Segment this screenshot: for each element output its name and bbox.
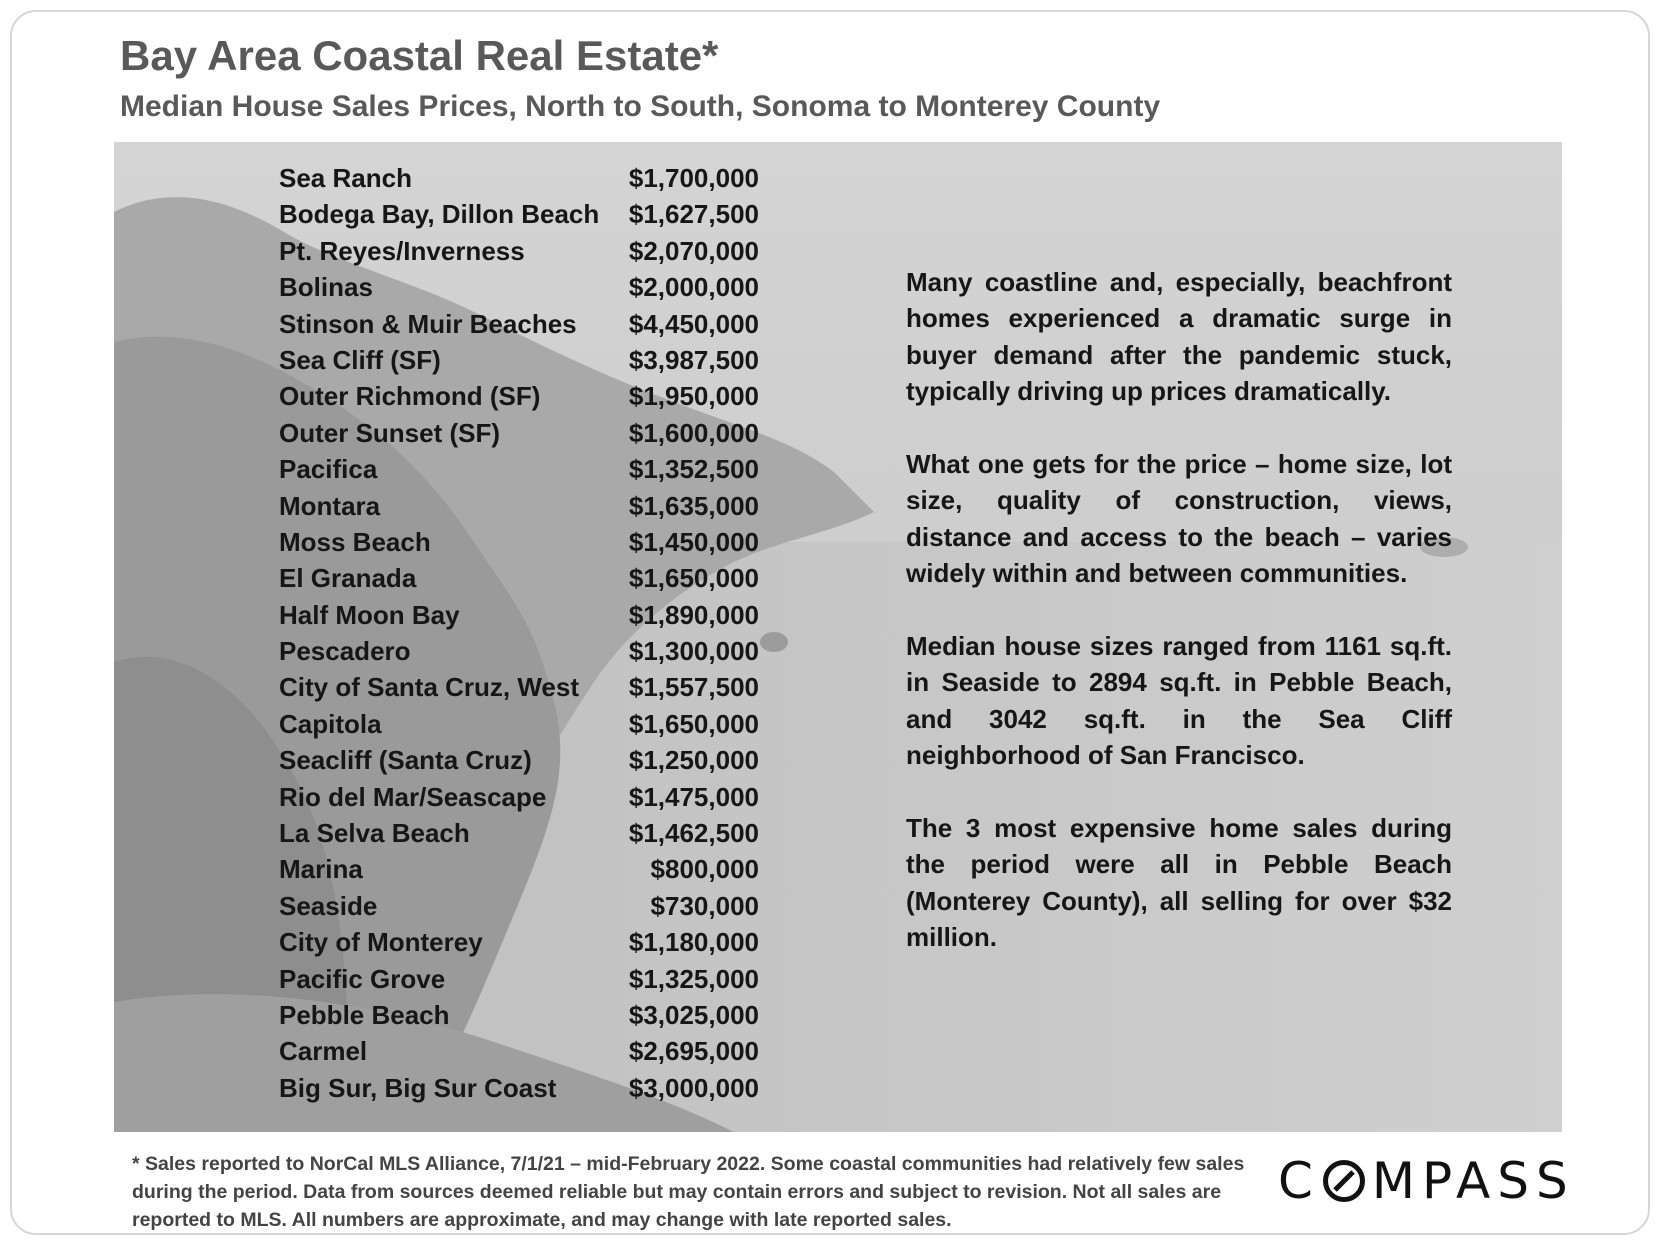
place-name: La Selva Beach [279, 818, 470, 849]
place-name: Big Sur, Big Sur Coast [279, 1072, 557, 1103]
place-name: Outer Sunset (SF) [279, 417, 501, 448]
price-row [279, 633, 759, 669]
price-row [279, 924, 759, 960]
median-price: $1,890,000 [628, 599, 759, 630]
median-price: $800,000 [650, 854, 759, 885]
place-name: Pebble Beach [279, 999, 450, 1030]
coastline-background-photo [114, 142, 1562, 1132]
price-row [279, 196, 759, 232]
place-name: Half Moon Bay [279, 599, 460, 630]
price-row [279, 160, 759, 196]
median-price: $1,600,000 [628, 417, 759, 448]
price-row [279, 451, 759, 487]
price-row [279, 888, 759, 924]
median-price: $1,450,000 [628, 526, 759, 557]
note-paragraph: Median house sizes ranged from 1161 sq.ft. in Seaside to 2894 sq.ft. in Pebble Beach, and 3042 sq.ft. in the Sea Cliff neighborhood of San Francisco. [906, 631, 1452, 771]
place-name: Pescadero [279, 636, 411, 667]
logo-letter-c: C [1278, 1152, 1320, 1210]
price-row [279, 1070, 759, 1106]
note-paragraph: Many coastline and, especially, beachfront homes experienced a dramatic surge in buyer demand after the pandemic stuck, typically driving up prices dramatically. [906, 267, 1452, 407]
median-price: $1,300,000 [628, 636, 759, 667]
price-row [279, 306, 759, 342]
median-price: $3,025,000 [628, 999, 759, 1030]
place-name: Sea Cliff (SF) [279, 344, 441, 375]
price-row [279, 597, 759, 633]
median-price: $1,250,000 [628, 745, 759, 776]
place-name: Pt. Reyes/Inverness [279, 235, 525, 266]
page-subtitle: Median House Sales Prices, North to South, Sonoma to Monterey County [120, 90, 1161, 123]
median-price-list [279, 160, 759, 1106]
price-row [279, 560, 759, 596]
price-row [279, 488, 759, 524]
place-name: Marina [279, 854, 363, 885]
price-row [279, 415, 759, 451]
note-paragraph: What one gets for the price – home size, lot size, quality of construction, views, distance and access to the beach – varies widely within and between communities. [906, 449, 1452, 589]
price-row [279, 851, 759, 887]
median-price: $1,462,500 [628, 818, 759, 849]
price-row [279, 779, 759, 815]
median-price: $2,695,000 [628, 1036, 759, 1067]
note-paragraph: The 3 most expensive home sales during the period were all in Pebble Beach (Monterey County), all selling for over $32 million. [906, 813, 1452, 953]
price-row [279, 706, 759, 742]
place-name: Stinson & Muir Beaches [279, 308, 577, 339]
price-row [279, 233, 759, 269]
place-name: Pacific Grove [279, 963, 446, 994]
median-price: $1,352,500 [628, 454, 759, 485]
place-name: Pacifica [279, 454, 378, 485]
place-name: Outer Richmond (SF) [279, 381, 541, 412]
median-price: $4,450,000 [628, 308, 759, 339]
median-price: $3,987,500 [628, 344, 759, 375]
median-price: $1,700,000 [628, 163, 759, 193]
median-price: $2,000,000 [628, 272, 759, 303]
price-row [279, 378, 759, 414]
place-name: Rio del Mar/Seascape [279, 781, 547, 812]
place-name: Seacliff (Santa Cruz) [279, 745, 532, 776]
compass-logo [1278, 1152, 1575, 1210]
median-price: $3,000,000 [628, 1072, 759, 1103]
median-price: $1,557,500 [628, 672, 759, 703]
place-name: City of Santa Cruz, West [279, 672, 580, 703]
median-price: $1,475,000 [628, 781, 759, 812]
median-price: $1,650,000 [628, 563, 759, 594]
place-name: Seaside [279, 890, 378, 921]
median-price: $1,325,000 [628, 963, 759, 994]
price-row [279, 961, 759, 997]
compass-o-icon [1322, 1159, 1366, 1203]
place-name: El Granada [279, 563, 417, 594]
place-name: Capitola [279, 708, 382, 739]
place-name: Montara [279, 490, 381, 521]
median-price: $1,180,000 [628, 927, 759, 958]
median-price: $730,000 [650, 890, 759, 921]
place-name: Bolinas [279, 272, 373, 303]
price-row [279, 669, 759, 705]
page-title: Bay Area Coastal Real Estate* [120, 32, 719, 79]
price-row [279, 1033, 759, 1069]
place-name: City of Monterey [279, 927, 483, 958]
price-row [279, 269, 759, 305]
place-name: Carmel [279, 1036, 368, 1067]
place-name: Sea Ranch [279, 163, 412, 193]
logo-letters-mpass: MPASS [1371, 1152, 1575, 1210]
footnote: * Sales reported to NorCal MLS Alliance, 7/1/21 – mid-February 2022. Some coastal communities had relatively few sales during the period. Data from sources deemed reliable but may contain errors and subject to revision. Not all sales are reported to MLS. All numbers are approximate, and may change with late reported sales. [132, 1153, 1245, 1231]
price-row [279, 742, 759, 778]
median-price: $1,650,000 [628, 708, 759, 739]
median-price: $1,635,000 [628, 490, 759, 521]
commentary-notes [906, 264, 1452, 992]
median-price: $1,950,000 [628, 381, 759, 412]
place-name: Bodega Bay, Dillon Beach [279, 199, 600, 230]
price-row [279, 524, 759, 560]
median-price: $2,070,000 [628, 235, 759, 266]
price-row [279, 815, 759, 851]
place-name: Moss Beach [279, 526, 431, 557]
price-row [279, 342, 759, 378]
median-price: $1,627,500 [628, 199, 759, 230]
price-row [279, 997, 759, 1033]
